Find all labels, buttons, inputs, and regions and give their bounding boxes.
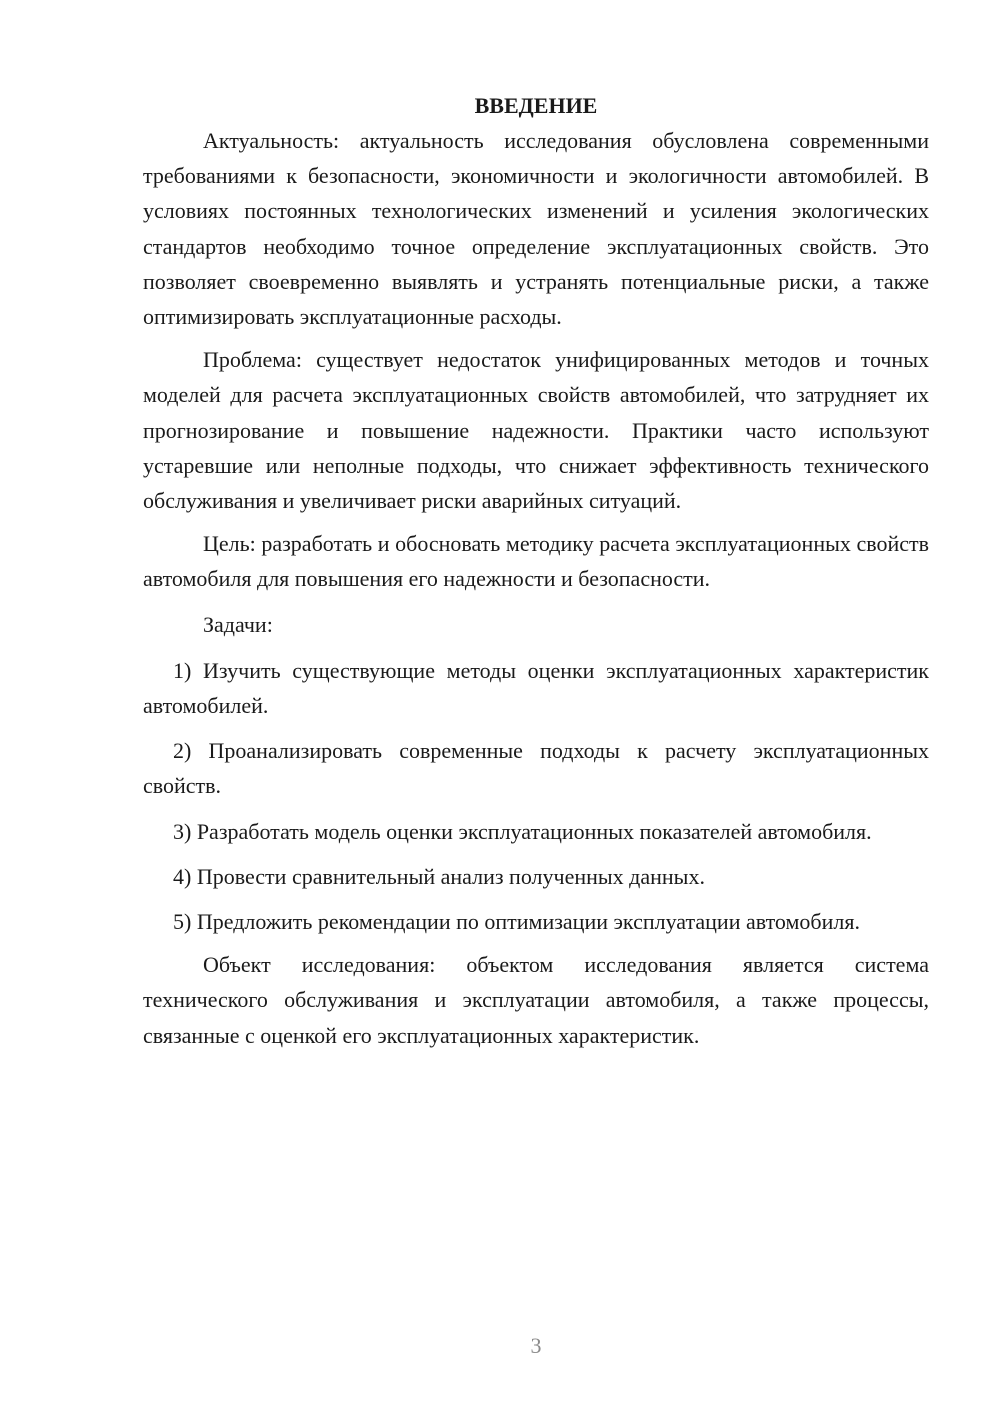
goal-paragraph: Цель: разработать и обосновать методику расчета эксплуатационных свойств автомобиля для повышения его надежности и безопасности.: [143, 531, 929, 592]
object-paragraph: Объект исследования: объектом исследования является система технического обслуживания и эксплуатации автомобиля, а также процессы, связанные с оценкой его эксплуатационных характеристик.: [143, 952, 929, 1048]
problem-paragraph: Проблема: существует недостаток унифицированных методов и точных моделей для расчета эксплуатационных свойств автомобилей, что затрудняет их прогнозирование и повышение надежности. Практики часто используют устаревшие или неполные подходы, что снижает эффективность технического обслуживания и увеличивает риски аварийных ситуаций.: [143, 347, 929, 514]
task-item-3: 3) Разработать модель оценки эксплуатационных показателей автомобиля.: [173, 818, 872, 844]
task-item-5: 5) Предложить рекомендации по оптимизации эксплуатации автомобиля.: [173, 909, 860, 935]
task-item-4: 4) Провести сравнительный анализ полученных данных.: [173, 863, 705, 889]
task-item-1: 1) Изучить существующие методы оценки эксплуатационных характеристик автомобилей.: [143, 657, 929, 719]
relevance-paragraph: Актуальность: актуальность исследования обусловлена современными требованиями к безопасности, экономичности и экологичности автомобилей. В условиях постоянных технологических изменений и усиления экологических стандартов необходимо точное определение эксплуатационных свойств. Это позволяет своевременно выявлять и устранять потенциальные риски, а также оптимизировать эксплуатационные расходы.: [143, 128, 929, 330]
document-page: [143, 88, 929, 1053]
page-number: 3: [530, 1333, 542, 1358]
tasks-label: Задачи:: [203, 611, 273, 637]
section-heading: ВВЕДЕНИЕ: [474, 93, 598, 118]
task-item-2: 2) Проанализировать современные подходы к расчету эксплуатационных свойств.: [143, 738, 929, 799]
